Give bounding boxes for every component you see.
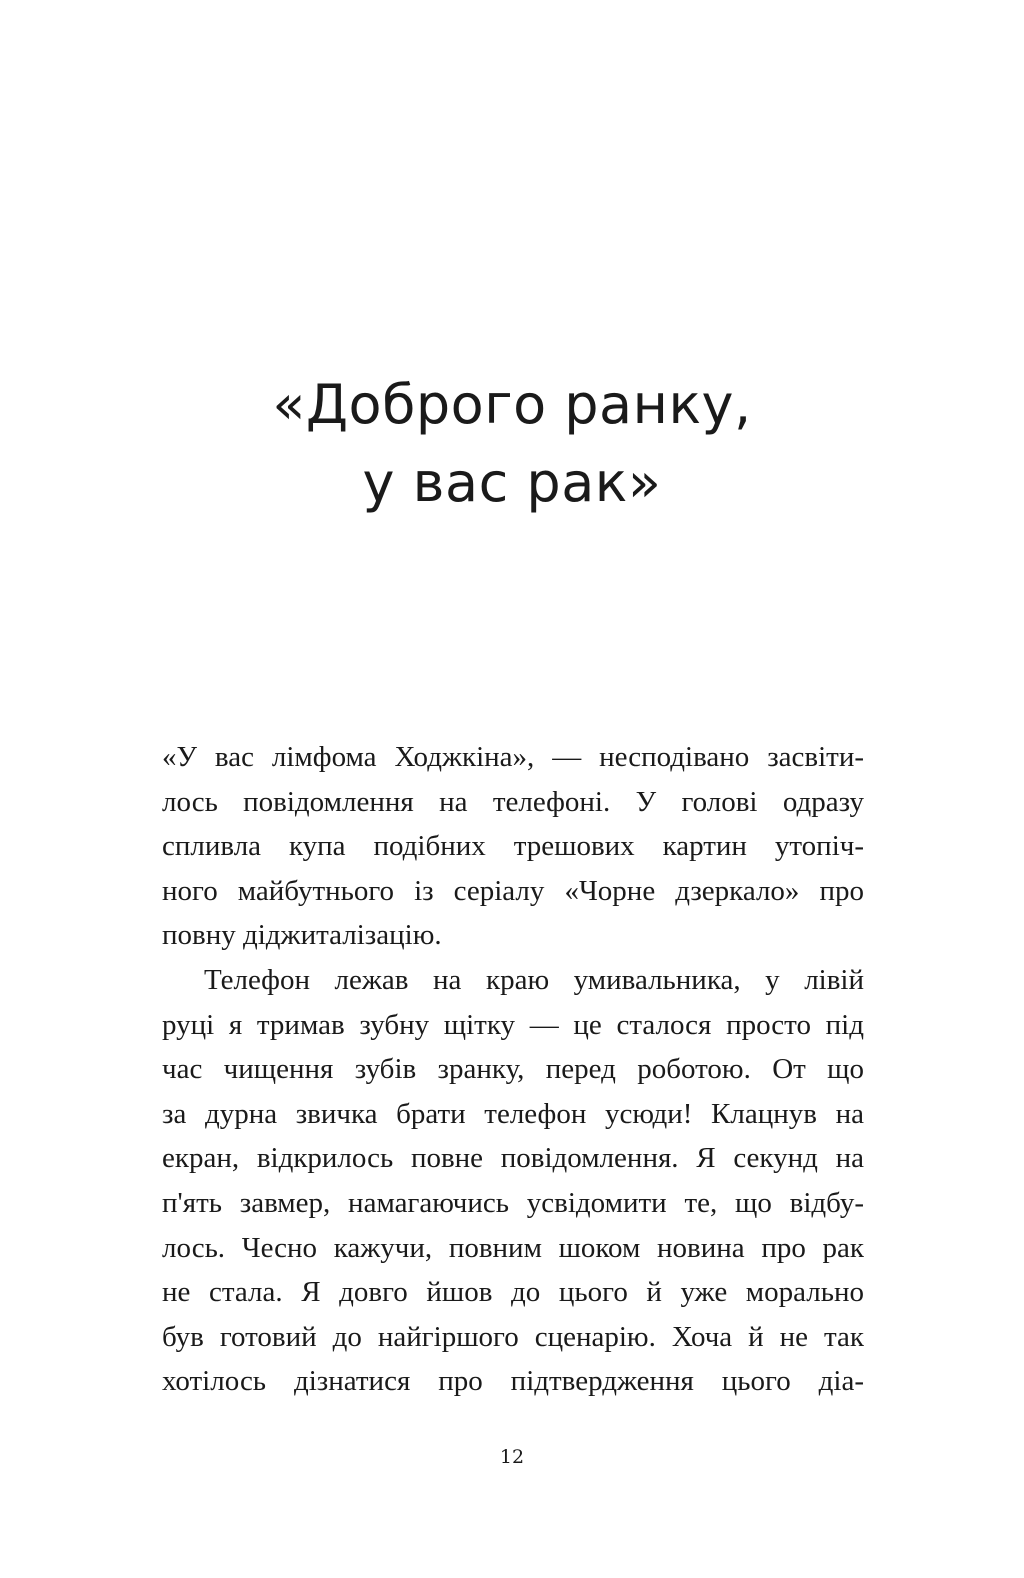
chapter-title xyxy=(0,366,1024,522)
text-line: руці я тримав зубну щітку — це сталося просто під xyxy=(162,1008,864,1041)
text-line: повну діджиталізацію. xyxy=(162,919,442,952)
text-line: лось повідомлення на телефоні. У голові одразу xyxy=(162,785,864,818)
page-number: 12 xyxy=(499,1446,525,1468)
text-line: за дурна звичка брати телефон усюди! Клацнув на xyxy=(162,1097,864,1130)
body-text xyxy=(162,735,864,1404)
text-line: лось. Чесно кажучи, повним шоком новина про рак xyxy=(162,1231,864,1264)
text-line: був готовий до найгіршого сценарію. Хоча й не так xyxy=(162,1320,864,1353)
text-line: «У вас лімфома Ходжкіна», — несподівано засвіти- xyxy=(162,741,864,773)
chapter-title-line-1: «Доброго ранку, xyxy=(272,373,752,436)
text-line: спливла купа подібних трешових картин утопіч- xyxy=(162,830,864,863)
text-line: не стала. Я довго йшов до цього й уже морально xyxy=(162,1276,864,1309)
chapter-title-line-2: у вас рак» xyxy=(362,451,662,514)
text-line: Телефон лежав на краю умивальника, у лівій xyxy=(204,963,864,996)
text-line: екран, відкрилось повне повідомлення. Я секунд на xyxy=(162,1142,864,1175)
text-line: ного майбутнього із серіалу «Чорне дзеркало» про xyxy=(162,874,864,907)
text-line: хотілось дізнатися про підтвердження цього діа- xyxy=(162,1365,864,1398)
text-line: п'ять завмер, намагаючись усвідомити те, що відбу- xyxy=(162,1186,864,1219)
text-line: час чищення зубів зранку, перед роботою. От що xyxy=(162,1053,864,1086)
